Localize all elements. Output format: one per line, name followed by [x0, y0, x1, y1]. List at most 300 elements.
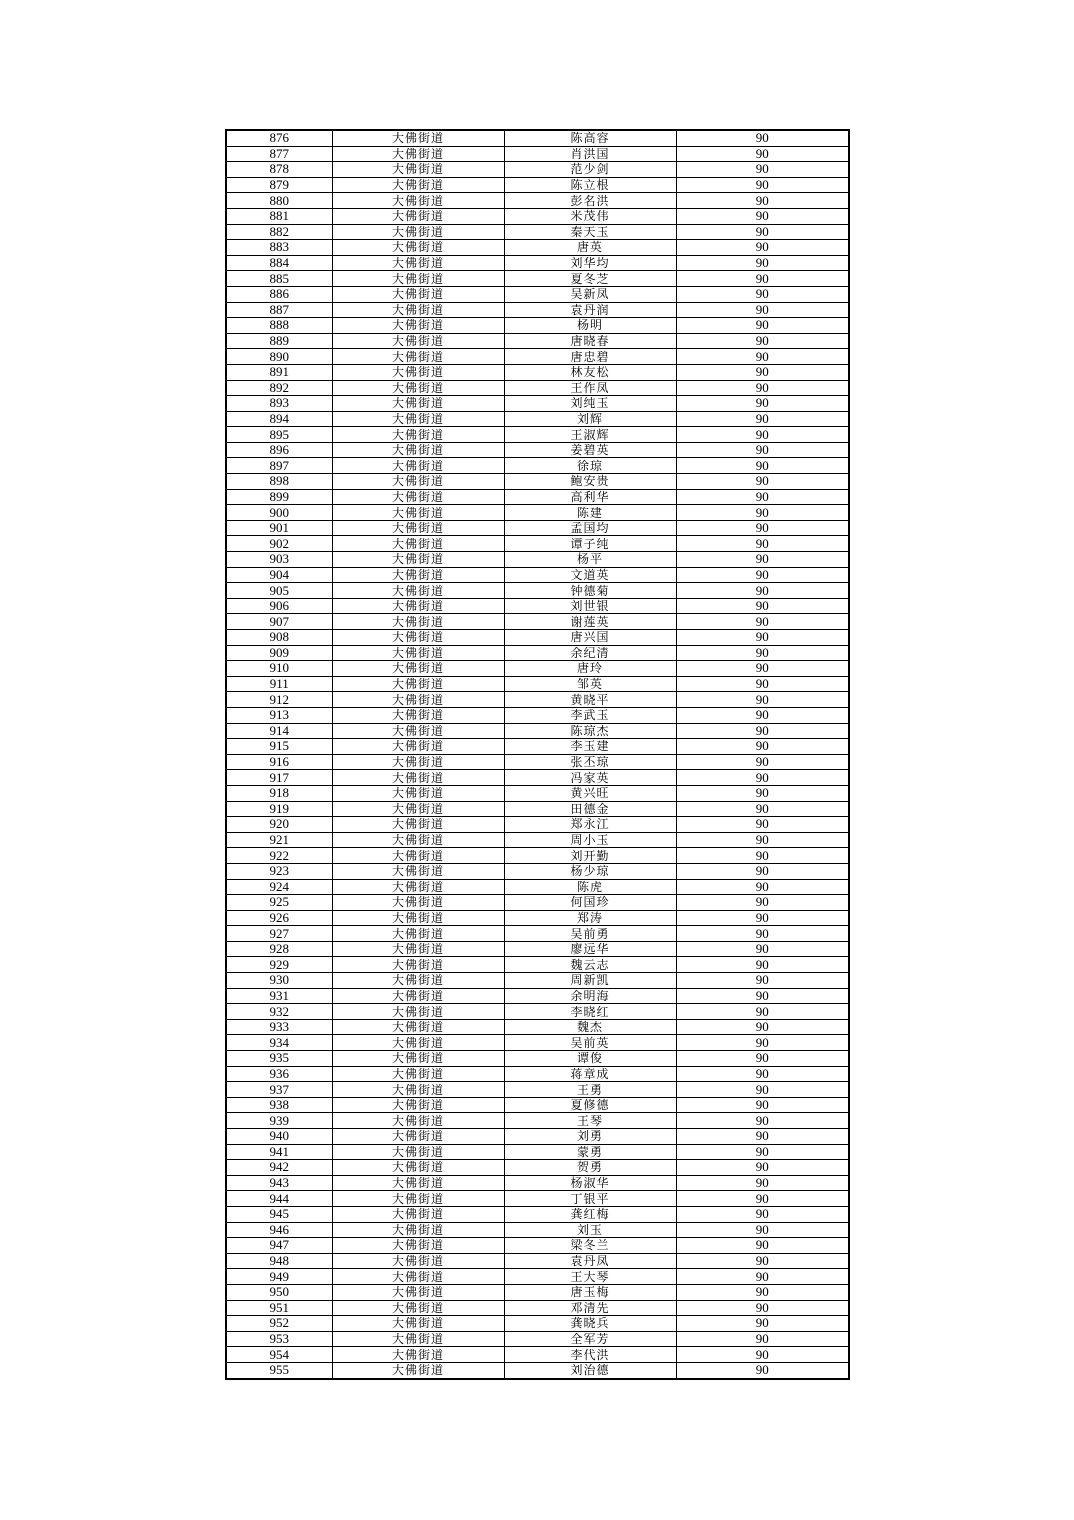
area-cell: 大佛街道	[332, 879, 504, 895]
score-cell: 90	[676, 567, 849, 583]
table-row	[226, 863, 849, 879]
table-row	[226, 895, 849, 911]
person-name-cell: 刘纯玉	[504, 396, 676, 412]
area-cell: 大佛街道	[332, 739, 504, 755]
score-cell: 90	[676, 941, 849, 957]
person-name-cell: 唐玉梅	[504, 1284, 676, 1300]
row-number-cell: 929	[226, 957, 332, 973]
row-number-cell: 917	[226, 770, 332, 786]
table-row	[226, 1113, 849, 1129]
table-row	[226, 567, 849, 583]
score-cell: 90	[676, 926, 849, 942]
person-name-cell: 王作凤	[504, 380, 676, 396]
row-number-cell: 900	[226, 505, 332, 521]
table-row	[226, 162, 849, 178]
score-cell: 90	[676, 536, 849, 552]
table-row	[226, 474, 849, 490]
table-row	[226, 583, 849, 599]
score-cell: 90	[676, 411, 849, 427]
person-name-cell: 夏冬芝	[504, 271, 676, 287]
row-number-cell: 922	[226, 848, 332, 864]
person-name-cell: 邓清先	[504, 1300, 676, 1316]
score-cell: 90	[676, 1144, 849, 1160]
person-name-cell: 龚晓兵	[504, 1316, 676, 1332]
row-number-cell: 928	[226, 941, 332, 957]
row-number-cell: 908	[226, 630, 332, 646]
area-cell: 大佛街道	[332, 973, 504, 989]
person-name-cell: 王淑辉	[504, 427, 676, 443]
table-row	[226, 458, 849, 474]
area-cell: 大佛街道	[332, 676, 504, 692]
table-row	[226, 770, 849, 786]
person-name-cell: 冯家英	[504, 770, 676, 786]
row-number-cell: 904	[226, 567, 332, 583]
area-cell: 大佛街道	[332, 598, 504, 614]
table-row	[226, 614, 849, 630]
row-number-cell: 938	[226, 1097, 332, 1113]
score-cell: 90	[676, 1019, 849, 1035]
row-number-cell: 887	[226, 302, 332, 318]
score-cell: 90	[676, 879, 849, 895]
table-row	[226, 333, 849, 349]
table-row	[226, 130, 849, 146]
table-row	[226, 1004, 849, 1020]
area-cell: 大佛街道	[332, 1097, 504, 1113]
person-name-cell: 魏杰	[504, 1019, 676, 1035]
table-row	[226, 926, 849, 942]
row-number-cell: 914	[226, 723, 332, 739]
table-row	[226, 988, 849, 1004]
row-number-cell: 954	[226, 1347, 332, 1363]
table-row	[226, 364, 849, 380]
row-number-cell: 883	[226, 240, 332, 256]
score-cell: 90	[676, 520, 849, 536]
area-cell: 大佛街道	[332, 286, 504, 302]
table-row	[226, 817, 849, 833]
score-cell: 90	[676, 583, 849, 599]
person-name-cell: 林友松	[504, 364, 676, 380]
row-number-cell: 933	[226, 1019, 332, 1035]
person-name-cell: 钟德菊	[504, 583, 676, 599]
row-number-cell: 947	[226, 1238, 332, 1254]
table-row	[226, 1160, 849, 1176]
table-row	[226, 505, 849, 521]
row-number-cell: 934	[226, 1035, 332, 1051]
person-name-cell: 唐兴国	[504, 630, 676, 646]
score-cell: 90	[676, 895, 849, 911]
person-name-cell: 姜碧英	[504, 442, 676, 458]
score-cell: 90	[676, 1362, 849, 1378]
row-number-cell: 903	[226, 552, 332, 568]
person-name-cell: 王琴	[504, 1113, 676, 1129]
table-row	[226, 255, 849, 271]
row-number-cell: 913	[226, 707, 332, 723]
score-cell: 90	[676, 193, 849, 209]
score-cell: 90	[676, 1066, 849, 1082]
person-name-cell: 田德金	[504, 801, 676, 817]
score-cell: 90	[676, 505, 849, 521]
person-name-cell: 米茂伟	[504, 208, 676, 224]
person-name-cell: 郑永江	[504, 817, 676, 833]
score-cell: 90	[676, 676, 849, 692]
area-cell: 大佛街道	[332, 988, 504, 1004]
table-row	[226, 941, 849, 957]
score-cell: 90	[676, 302, 849, 318]
area-cell: 大佛街道	[332, 630, 504, 646]
area-cell: 大佛街道	[332, 707, 504, 723]
score-cell: 90	[676, 1316, 849, 1332]
score-cell: 90	[676, 785, 849, 801]
table-row	[226, 1253, 849, 1269]
person-name-cell: 刘玉	[504, 1222, 676, 1238]
row-number-cell: 911	[226, 676, 332, 692]
score-cell: 90	[676, 1191, 849, 1207]
area-cell: 大佛街道	[332, 614, 504, 630]
person-name-cell: 李晓红	[504, 1004, 676, 1020]
area-cell: 大佛街道	[332, 1035, 504, 1051]
score-cell: 90	[676, 1004, 849, 1020]
table-row	[226, 1082, 849, 1098]
score-cell: 90	[676, 1300, 849, 1316]
row-number-cell: 923	[226, 863, 332, 879]
area-cell: 大佛街道	[332, 785, 504, 801]
table-row	[226, 224, 849, 240]
score-cell: 90	[676, 255, 849, 271]
table-row	[226, 676, 849, 692]
person-name-cell: 吴前英	[504, 1035, 676, 1051]
table-row	[226, 1175, 849, 1191]
row-number-cell: 939	[226, 1113, 332, 1129]
row-number-cell: 936	[226, 1066, 332, 1082]
area-cell: 大佛街道	[332, 1160, 504, 1176]
score-cell: 90	[676, 1129, 849, 1145]
area-cell: 大佛街道	[332, 240, 504, 256]
area-cell: 大佛街道	[332, 162, 504, 178]
score-cell: 90	[676, 1331, 849, 1347]
person-name-cell: 梁冬兰	[504, 1238, 676, 1254]
row-number-cell: 931	[226, 988, 332, 1004]
person-name-cell: 黄晓平	[504, 692, 676, 708]
score-cell: 90	[676, 661, 849, 677]
area-cell: 大佛街道	[332, 489, 504, 505]
score-cell: 90	[676, 957, 849, 973]
score-cell: 90	[676, 240, 849, 256]
area-cell: 大佛街道	[332, 318, 504, 334]
area-cell: 大佛街道	[332, 1191, 504, 1207]
row-number-cell: 884	[226, 255, 332, 271]
row-number-cell: 920	[226, 817, 332, 833]
table-row	[226, 286, 849, 302]
area-cell: 大佛街道	[332, 832, 504, 848]
row-number-cell: 941	[226, 1144, 332, 1160]
table-row	[226, 427, 849, 443]
score-cell: 90	[676, 380, 849, 396]
score-cell: 90	[676, 645, 849, 661]
area-cell: 大佛街道	[332, 520, 504, 536]
area-cell: 大佛街道	[332, 567, 504, 583]
person-name-cell: 李代洪	[504, 1347, 676, 1363]
row-number-cell: 921	[226, 832, 332, 848]
row-number-cell: 885	[226, 271, 332, 287]
person-name-cell: 王勇	[504, 1082, 676, 1098]
score-cell: 90	[676, 318, 849, 334]
row-number-cell: 880	[226, 193, 332, 209]
table-row	[226, 193, 849, 209]
area-cell: 大佛街道	[332, 723, 504, 739]
score-cell: 90	[676, 692, 849, 708]
area-cell: 大佛街道	[332, 364, 504, 380]
area-cell: 大佛街道	[332, 552, 504, 568]
person-name-cell: 郑涛	[504, 910, 676, 926]
area-cell: 大佛街道	[332, 1362, 504, 1378]
person-name-cell: 唐英	[504, 240, 676, 256]
score-cell: 90	[676, 739, 849, 755]
area-cell: 大佛街道	[332, 817, 504, 833]
area-cell: 大佛街道	[332, 380, 504, 396]
person-name-cell: 刘华均	[504, 255, 676, 271]
table-row	[226, 552, 849, 568]
table-row	[226, 723, 849, 739]
roster-table-body	[226, 130, 849, 1379]
area-cell: 大佛街道	[332, 427, 504, 443]
score-cell: 90	[676, 458, 849, 474]
table-row	[226, 630, 849, 646]
person-name-cell: 杨平	[504, 552, 676, 568]
area-cell: 大佛街道	[332, 1129, 504, 1145]
area-cell: 大佛街道	[332, 848, 504, 864]
row-number-cell: 927	[226, 926, 332, 942]
table-row	[226, 598, 849, 614]
area-cell: 大佛街道	[332, 224, 504, 240]
person-name-cell: 孟国均	[504, 520, 676, 536]
row-number-cell: 919	[226, 801, 332, 817]
score-cell: 90	[676, 598, 849, 614]
table-row	[226, 785, 849, 801]
score-cell: 90	[676, 832, 849, 848]
person-name-cell: 张丕琼	[504, 754, 676, 770]
score-cell: 90	[676, 1082, 849, 1098]
table-row	[226, 1269, 849, 1285]
score-cell: 90	[676, 286, 849, 302]
row-number-cell: 901	[226, 520, 332, 536]
score-cell: 90	[676, 146, 849, 162]
person-name-cell: 邹英	[504, 676, 676, 692]
table-row	[226, 271, 849, 287]
person-name-cell: 范少剑	[504, 162, 676, 178]
score-cell: 90	[676, 848, 849, 864]
area-cell: 大佛街道	[332, 1004, 504, 1020]
row-number-cell: 955	[226, 1362, 332, 1378]
row-number-cell: 951	[226, 1300, 332, 1316]
area-cell: 大佛街道	[332, 1300, 504, 1316]
table-row	[226, 1191, 849, 1207]
row-number-cell: 932	[226, 1004, 332, 1020]
row-number-cell: 918	[226, 785, 332, 801]
person-name-cell: 谭俊	[504, 1051, 676, 1067]
table-row	[226, 536, 849, 552]
row-number-cell: 940	[226, 1129, 332, 1145]
row-number-cell: 945	[226, 1206, 332, 1222]
person-name-cell: 刘世银	[504, 598, 676, 614]
score-cell: 90	[676, 224, 849, 240]
area-cell: 大佛街道	[332, 692, 504, 708]
person-name-cell: 肖洪国	[504, 146, 676, 162]
person-name-cell: 鲍安贵	[504, 474, 676, 490]
table-row	[226, 1222, 849, 1238]
area-cell: 大佛街道	[332, 458, 504, 474]
row-number-cell: 948	[226, 1253, 332, 1269]
table-row	[226, 1331, 849, 1347]
score-cell: 90	[676, 1253, 849, 1269]
score-cell: 90	[676, 333, 849, 349]
row-number-cell: 879	[226, 177, 332, 193]
row-number-cell: 952	[226, 1316, 332, 1332]
person-name-cell: 高利华	[504, 489, 676, 505]
score-cell: 90	[676, 474, 849, 490]
area-cell: 大佛街道	[332, 1206, 504, 1222]
score-cell: 90	[676, 973, 849, 989]
person-name-cell: 彭名洪	[504, 193, 676, 209]
row-number-cell: 935	[226, 1051, 332, 1067]
row-number-cell: 953	[226, 1331, 332, 1347]
table-row	[226, 411, 849, 427]
table-row	[226, 1362, 849, 1378]
person-name-cell: 陈高容	[504, 130, 676, 146]
row-number-cell: 893	[226, 396, 332, 412]
score-cell: 90	[676, 1347, 849, 1363]
row-number-cell: 896	[226, 442, 332, 458]
table-row	[226, 801, 849, 817]
score-cell: 90	[676, 723, 849, 739]
score-cell: 90	[676, 707, 849, 723]
person-name-cell: 周新凯	[504, 973, 676, 989]
row-number-cell: 924	[226, 879, 332, 895]
score-cell: 90	[676, 863, 849, 879]
person-name-cell: 全军芳	[504, 1331, 676, 1347]
row-number-cell: 915	[226, 739, 332, 755]
score-cell: 90	[676, 770, 849, 786]
row-number-cell: 926	[226, 910, 332, 926]
area-cell: 大佛街道	[332, 1019, 504, 1035]
score-cell: 90	[676, 1222, 849, 1238]
person-name-cell: 余纪清	[504, 645, 676, 661]
score-cell: 90	[676, 208, 849, 224]
row-number-cell: 881	[226, 208, 332, 224]
area-cell: 大佛街道	[332, 536, 504, 552]
area-cell: 大佛街道	[332, 1113, 504, 1129]
person-name-cell: 吴前勇	[504, 926, 676, 942]
table-row	[226, 1238, 849, 1254]
area-cell: 大佛街道	[332, 177, 504, 193]
person-name-cell: 魏云志	[504, 957, 676, 973]
person-name-cell: 夏修德	[504, 1097, 676, 1113]
row-number-cell: 892	[226, 380, 332, 396]
table-row	[226, 520, 849, 536]
row-number-cell: 882	[226, 224, 332, 240]
area-cell: 大佛街道	[332, 910, 504, 926]
area-cell: 大佛街道	[332, 411, 504, 427]
row-number-cell: 944	[226, 1191, 332, 1207]
table-row	[226, 1316, 849, 1332]
row-number-cell: 937	[226, 1082, 332, 1098]
table-row	[226, 318, 849, 334]
table-row	[226, 1347, 849, 1363]
person-name-cell: 秦天玉	[504, 224, 676, 240]
score-cell: 90	[676, 271, 849, 287]
person-name-cell: 陈建	[504, 505, 676, 521]
person-name-cell: 蒙勇	[504, 1144, 676, 1160]
area-cell: 大佛街道	[332, 770, 504, 786]
score-cell: 90	[676, 552, 849, 568]
area-cell: 大佛街道	[332, 396, 504, 412]
person-name-cell: 刘辉	[504, 411, 676, 427]
table-row	[226, 739, 849, 755]
row-number-cell: 943	[226, 1175, 332, 1191]
score-cell: 90	[676, 442, 849, 458]
row-number-cell: 942	[226, 1160, 332, 1176]
score-cell: 90	[676, 1269, 849, 1285]
score-cell: 90	[676, 1160, 849, 1176]
score-cell: 90	[676, 1113, 849, 1129]
area-cell: 大佛街道	[332, 333, 504, 349]
score-cell: 90	[676, 1035, 849, 1051]
area-cell: 大佛街道	[332, 1066, 504, 1082]
row-number-cell: 897	[226, 458, 332, 474]
table-row	[226, 973, 849, 989]
table-row	[226, 910, 849, 926]
area-cell: 大佛街道	[332, 208, 504, 224]
person-name-cell: 文道英	[504, 567, 676, 583]
area-cell: 大佛街道	[332, 1347, 504, 1363]
table-row	[226, 442, 849, 458]
person-name-cell: 蒋章成	[504, 1066, 676, 1082]
row-number-cell: 902	[226, 536, 332, 552]
score-cell: 90	[676, 130, 849, 146]
area-cell: 大佛街道	[332, 754, 504, 770]
person-name-cell: 丁银平	[504, 1191, 676, 1207]
person-name-cell: 吴新凤	[504, 286, 676, 302]
table-row	[226, 1300, 849, 1316]
table-row	[226, 832, 849, 848]
row-number-cell: 909	[226, 645, 332, 661]
row-number-cell: 916	[226, 754, 332, 770]
row-number-cell: 907	[226, 614, 332, 630]
area-cell: 大佛街道	[332, 957, 504, 973]
table-row	[226, 1144, 849, 1160]
row-number-cell: 889	[226, 333, 332, 349]
row-number-cell: 886	[226, 286, 332, 302]
table-row	[226, 302, 849, 318]
table-row	[226, 396, 849, 412]
score-cell: 90	[676, 349, 849, 365]
score-cell: 90	[676, 364, 849, 380]
person-name-cell: 陈琼杰	[504, 723, 676, 739]
score-cell: 90	[676, 1206, 849, 1222]
table-row	[226, 1035, 849, 1051]
person-name-cell: 余明海	[504, 988, 676, 1004]
area-cell: 大佛街道	[332, 255, 504, 271]
person-name-cell: 刘治德	[504, 1362, 676, 1378]
person-name-cell: 唐玲	[504, 661, 676, 677]
area-cell: 大佛街道	[332, 926, 504, 942]
area-cell: 大佛街道	[332, 1238, 504, 1254]
person-name-cell: 陈立根	[504, 177, 676, 193]
area-cell: 大佛街道	[332, 146, 504, 162]
score-cell: 90	[676, 630, 849, 646]
area-cell: 大佛街道	[332, 302, 504, 318]
area-cell: 大佛街道	[332, 895, 504, 911]
area-cell: 大佛街道	[332, 442, 504, 458]
